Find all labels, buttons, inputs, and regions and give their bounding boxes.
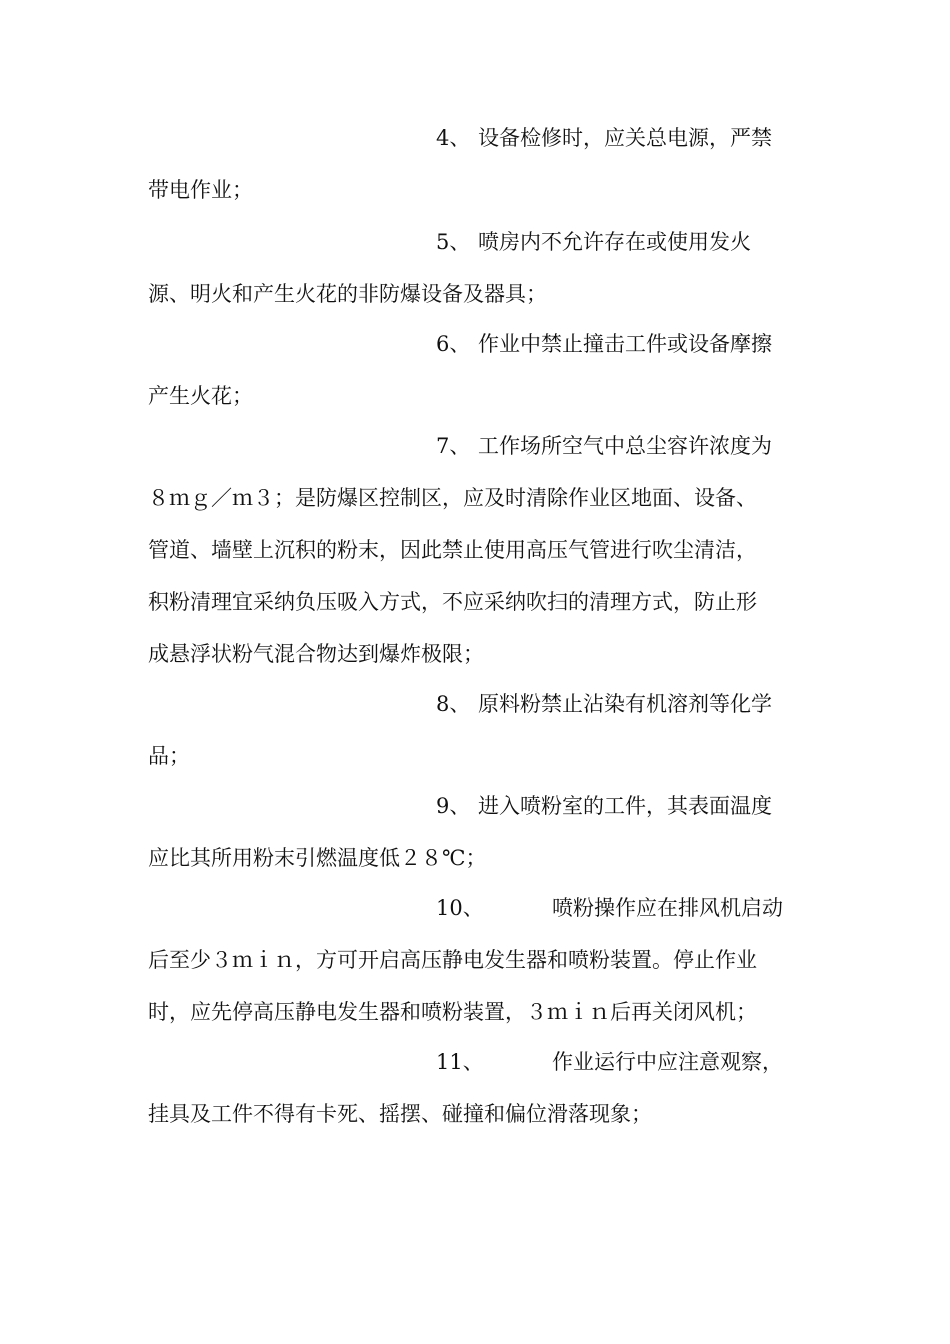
item-number: 7、 [436, 434, 471, 458]
item-first-line [148, 216, 800, 268]
item-text: 作业中禁止撞击工件或设备摩擦 [478, 332, 772, 356]
list-item-9 [148, 780, 800, 884]
item-text: 品； [148, 744, 190, 768]
item-text: 工作场所空气中总尘容许浓度为 [478, 434, 772, 458]
item-first-line [148, 882, 800, 934]
item-text: 积粉清理宜采纳负压吸入方式，不应采纳吹扫的清理方式，防止形 [148, 590, 757, 614]
item-number: 10、 [436, 896, 484, 920]
item-text: 应比其所用粉末引燃温度低２８℃； [148, 846, 487, 870]
item-number: 6、 [436, 332, 471, 356]
item-number: 11、 [436, 1050, 484, 1074]
item-text: 后至少３ｍｉｎ，方可开启高压静电发生器和喷粉装置。停止作业 [148, 948, 757, 972]
item-text: 喷粉操作应在排风机启动 [552, 896, 783, 920]
item-text: 设备检修时，应关总电源，严禁 [478, 126, 772, 150]
item-text: ８ｍｇ／ｍ３；是防爆区控制区，应及时清除作业区地面、设备、 [148, 486, 757, 510]
list-item-6 [148, 318, 800, 422]
item-text: 挂具及工件不得有卡死、摇摆、碰撞和偏位滑落现象； [148, 1102, 652, 1126]
item-number: 9、 [436, 794, 471, 818]
item-text: 管道、墙壁上沉积的粉末，因此禁止使用高压气管进行吹尘清洁， [148, 538, 757, 562]
list-item-11 [148, 1036, 800, 1140]
item-text: 作业运行中应注意观察， [552, 1050, 783, 1074]
item-text: 原料粉禁止沾染有机溶剂等化学 [478, 692, 772, 716]
item-text: 源、明火和产生火花的非防爆设备及器具； [148, 282, 547, 306]
list-item-5 [148, 216, 800, 320]
item-text: 带电作业； [148, 178, 253, 202]
item-first-line [148, 318, 800, 370]
item-first-line [148, 780, 800, 832]
item-text: 喷房内不允许存在或使用发火 [478, 230, 751, 254]
item-text: 成悬浮状粉气混合物达到爆炸极限； [148, 642, 484, 666]
item-number: 5、 [436, 230, 471, 254]
item-first-line [148, 420, 800, 472]
item-first-line [148, 1036, 800, 1088]
list-item-7 [148, 420, 800, 680]
item-text: 进入喷粉室的工件，其表面温度 [478, 794, 772, 818]
item-first-line [148, 678, 800, 730]
item-first-line [148, 112, 800, 164]
item-number: 8、 [436, 692, 471, 716]
list-item-8 [148, 678, 800, 782]
item-text: 时，应先停高压静电发生器和喷粉装置，３ｍｉｎ后再关闭风机； [148, 1000, 757, 1024]
list-item-10 [148, 882, 800, 1038]
item-text: 产生火花； [148, 384, 253, 408]
list-item-4 [148, 112, 800, 216]
item-number: 4、 [436, 126, 471, 150]
